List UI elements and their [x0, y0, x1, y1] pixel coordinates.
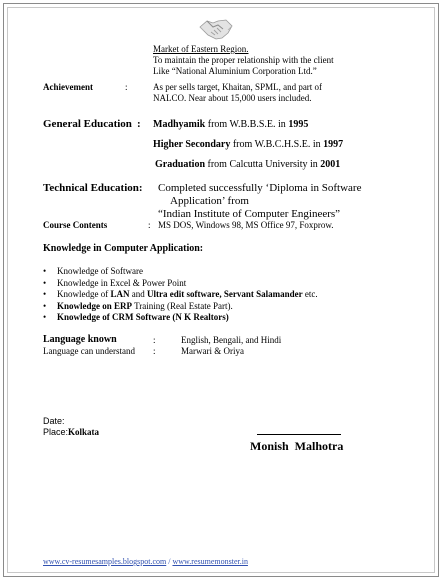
knowledge-list: [43, 266, 318, 324]
signature-line: [257, 434, 341, 435]
intro-line-1: Market of Eastern Region.: [153, 44, 249, 54]
course-contents-label: Course Contents: [43, 220, 108, 230]
technical-line-1: Completed successfully ‘Diploma in Software: [158, 182, 362, 194]
list-item: • Knowledge on ERP Training (Real Estate Part).: [43, 301, 318, 313]
language-understand-value: Marwari & Oriya: [181, 346, 244, 356]
list-item: • Knowledge of CRM Software (N K Realtors): [43, 312, 318, 324]
general-education-heading: General Education: [43, 118, 132, 130]
general-education-colon: :: [137, 118, 141, 130]
achievement-colon: :: [125, 82, 128, 92]
footer-link-resumemonster[interactable]: www.resumemonster.in: [172, 557, 248, 566]
footer-link-cv-resumesamples[interactable]: www.cv-resumesamples.blogspot.com: [43, 557, 167, 566]
education-item-madhyamik: Madhyamik from W.B.B.S.E. in 1995: [153, 119, 309, 130]
footer-links: [43, 557, 248, 567]
list-item: • Knowledge of LAN and Ultra edit software, Servant Salamander etc.: [43, 289, 318, 301]
language-known-label: Language known: [43, 334, 117, 345]
knowledge-heading: Knowledge in Computer Application:: [43, 243, 204, 254]
education-item-higher-secondary: Higher Secondary from W.B.C.H.S.E. in 1997: [153, 139, 344, 150]
technical-line-2: Application’ from: [170, 195, 249, 207]
course-contents-colon: :: [148, 220, 151, 230]
list-item: • Knowledge of Software: [43, 266, 318, 278]
handshake-icon: [198, 13, 234, 43]
intro-line-5: NALCO. Near about 15,000 users included.: [153, 93, 312, 103]
date-label: Date:: [43, 416, 65, 426]
place-line: Place:Kolkata: [43, 427, 100, 437]
education-item-graduation: Graduation from Calcutta University in 2001: [155, 159, 341, 170]
intro-line-3: Like “National Aluminium Corporation Ltd.”: [153, 66, 317, 76]
achievement-label: Achievement: [43, 82, 93, 92]
language-known-value: English, Bengali, and Hindi: [181, 335, 282, 345]
signature-name: Monish Malhotra: [250, 439, 344, 453]
language-understand-colon: :: [153, 346, 156, 356]
language-understand-label: Language can understand: [43, 346, 135, 356]
list-item: • Knowledge in Excel & Power Point: [43, 278, 318, 290]
course-contents-value: MS DOS, Windows 98, MS Office 97, Foxprow.: [158, 220, 334, 230]
technical-education-heading: Technical Education:: [43, 182, 143, 194]
technical-line-3: “Indian Institute of Computer Engineers”: [158, 208, 341, 220]
footer-separator: /: [166, 557, 173, 566]
intro-line-4: As per sells target, Khaitan, SPML, and part of: [153, 82, 323, 92]
language-known-colon: :: [153, 335, 156, 345]
intro-line-2: To maintain the proper relationship with the client: [153, 55, 334, 65]
